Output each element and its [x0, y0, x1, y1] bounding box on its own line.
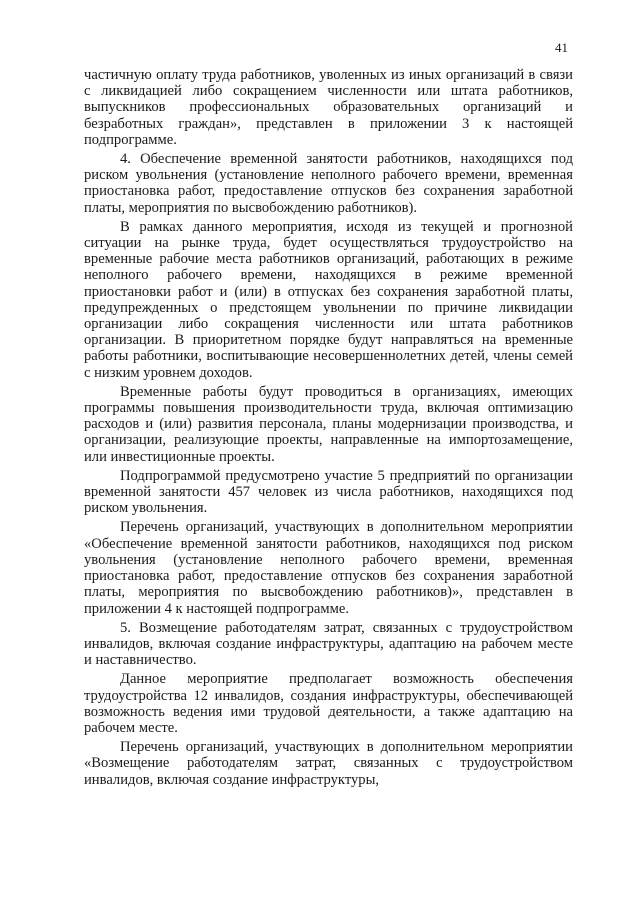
paragraph-continuation: частичную оплату труда работников, уволенных из иных организаций в связи с ликвидацией либо сокращением численности или штата работников, выпускников профессиональных образовательных организаций и безработных граждан», представлен в приложении 3 к настоящей подпрограмме.	[84, 67, 573, 148]
paragraph-item-4-description: В рамках данного мероприятия, исходя из текущей и прогнозной ситуации на рынке труда, будет осуществляться трудоустройство на временные рабочие места работников организаций, работающих в режиме неполного рабочего времени, находящихся в режиме временной приостановки работ и (или) в отпусках без сохранения заработной платы, предупрежденных о предстоящем увольнении по причине ликвидации организации либо сокращения численности или штата работников организации. В приоритетном порядке будут направляться на временные работы работники, воспитывающие несовершеннолетних детей, члены семей с низким уровнем доходов.	[84, 218, 573, 381]
paragraph-item-5-description: Данное мероприятие предполагает возможность обеспечения трудоустройства 12 инвалидов, создания инфраструктуры, обеспечивающей возможность ведения ими трудовой деятельности, а также адаптацию на рабочем месте.	[84, 671, 573, 736]
paragraph-item-4-heading: 4. Обеспечение временной занятости работников, находящихся под риском увольнения (установление неполного рабочего времени, временная приостановка работ, предоставление отпусков без сохранения заработной платы, мероприятия по высвобождению работников).	[84, 151, 573, 216]
paragraph-temporary-work: Временные работы будут проводиться в организациях, имеющих программы повышения производительности труда, включая оптимизацию расходов и (или) развития персонала, планы модернизации производства, и организации, реализующие проекты, направленные на импортозамещение, или инвестиционные проекты.	[84, 383, 573, 465]
paragraph-item-5-heading: 5. Возмещение работодателям затрат, связанных с трудоустройством инвалидов, включая создание инфраструктуры, адаптацию на рабочем месте и наставничество.	[84, 619, 573, 669]
paragraph-participation: Подпрограммой предусмотрено участие 5 предприятий по организации временной занятости 457 человек из числа работников, находящихся под риском увольнения.	[84, 467, 573, 517]
paragraph-organizations-list-5: Перечень организаций, участвующих в дополнительном мероприятии «Возмещение работодателям затрат, связанных с трудоустройством инвалидов, включая создание инфраструктуры,	[84, 739, 573, 788]
document-body	[84, 67, 573, 791]
page-number: 41	[555, 40, 568, 55]
paragraph-organizations-list-4: Перечень организаций, участвующих в дополнительном мероприятии «Обеспечение временной занятости работников, находящихся под риском увольнения (установление неполного рабочего времени, временная приостановка работ, предоставление отпусков без сохранения заработной платы, мероприятия по высвобождению работников)», представлен в приложении 4 к настоящей подпрограмме.	[84, 519, 573, 617]
